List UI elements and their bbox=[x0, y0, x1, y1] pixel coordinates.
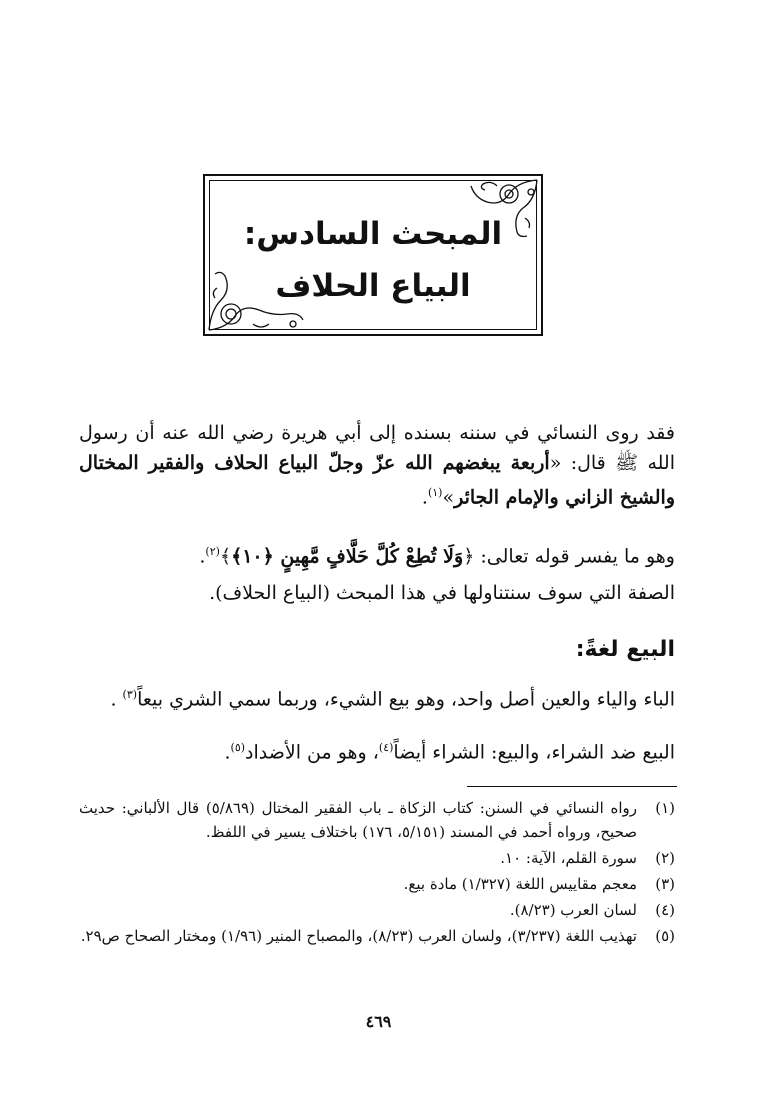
footnote-ref: (٢) bbox=[205, 545, 220, 558]
footnote-text: تهذيب اللغة (٣/٢٣٧)، ولسان العرب (٨/٢٣)، والمصباح المنير (١/٩٦) ومختار الصحاح ص٢٩. bbox=[80, 927, 637, 945]
footnote-number: (٢) bbox=[655, 849, 675, 867]
chapter-title-line-1: المبحث السادس: bbox=[243, 216, 503, 252]
period: . bbox=[110, 688, 123, 711]
footnote-text: لسان العرب (٨/٢٣). bbox=[509, 901, 637, 919]
quote-close: ﴾ bbox=[219, 545, 232, 568]
footnote bbox=[79, 924, 675, 948]
footnote-text: معجم مقاييس اللغة (١/٣٢٧) مادة بيع. bbox=[403, 875, 637, 893]
paragraph-text: البيع ضد الشراء، والبيع: الشراء أيضاً bbox=[393, 741, 675, 764]
footnote-number: (٥) bbox=[655, 927, 675, 945]
footnote-number: (٣) bbox=[655, 875, 675, 893]
footnote bbox=[79, 872, 675, 896]
footnotes bbox=[79, 796, 675, 950]
footnote-number: (١) bbox=[655, 799, 675, 817]
paragraph-hadith bbox=[79, 418, 675, 512]
period: . bbox=[224, 741, 231, 764]
paragraph-definition bbox=[79, 680, 675, 714]
paragraph-text: وهو ما يفسر قوله تعالى: ﴿ bbox=[463, 545, 675, 568]
footnote-ref: (١) bbox=[427, 486, 443, 499]
page-number: ٤٦٩ bbox=[365, 1012, 392, 1031]
footnote bbox=[79, 898, 675, 922]
section-heading: البيع لغةً: bbox=[575, 637, 675, 662]
hadith-quote: أربعة يبغضهم الله عزّ وجلّ البياع الحلاف والفقير المختال والشيخ الزاني والإمام الجائر bbox=[79, 452, 675, 509]
footnote-ref: (٤) bbox=[378, 741, 394, 754]
footnote-text: رواه النسائي في السنن: كتاب الزكاة ـ باب الفقير المختال (٥/٨٦٩) قال الألباني: حديث صحيح، ورواه أحمد في المسند (٥/١٥١، ١٧٦) باختلاف يسير في اللفظ. bbox=[79, 799, 637, 841]
footnote-ref: (٣) bbox=[122, 688, 138, 701]
chapter-title-line-2: البياع الحلاف bbox=[275, 268, 471, 304]
paragraph-text: فقد روى النسائي في سننه بسنده إلى أبي هريرة رضي الله عنه أن رسول الله ﷺ قال: « bbox=[79, 422, 675, 474]
paragraph-quran bbox=[79, 537, 675, 571]
footnote bbox=[79, 796, 675, 844]
footnote-ref: (٥) bbox=[230, 741, 246, 754]
paragraph-topic: الصفة التي سوف سنتناولها في هذا المبحث (البياع الحلاف). bbox=[209, 582, 675, 604]
paragraph-text: ، وهو من الأضداد bbox=[245, 741, 379, 764]
quran-verse: وَلَا تُطِعْ كُلَّ حَلَّافٍ مَّهِينٍ ﴿١٠﴾ bbox=[231, 545, 464, 568]
paragraph-antonym bbox=[79, 733, 675, 767]
period: . bbox=[199, 545, 206, 568]
period: . bbox=[421, 486, 428, 509]
footnote-text: سورة القلم، الآية: ١٠. bbox=[500, 849, 637, 867]
paragraph-text: الباء والياء والعين أصل واحد، وهو بيع الشيء، وربما سمي الشري بيعاً bbox=[137, 688, 675, 711]
chapter-title-frame bbox=[203, 174, 543, 336]
footnote-divider bbox=[467, 786, 677, 787]
footnote-number: (٤) bbox=[655, 901, 675, 919]
quote-close: » bbox=[442, 486, 455, 509]
footnote bbox=[79, 846, 675, 870]
